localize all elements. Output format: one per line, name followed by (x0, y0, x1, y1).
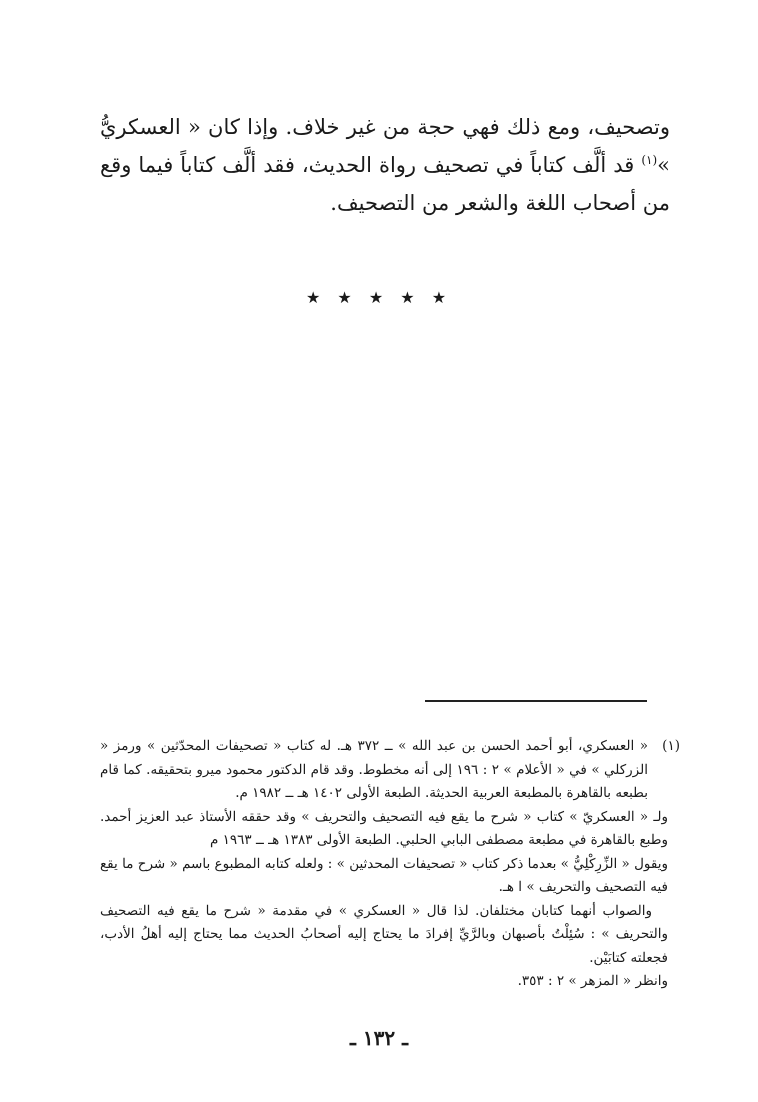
footnote-divider (425, 700, 647, 702)
footnote-5: وانظر « المزهر » ٢ : ٣٥٣. (517, 973, 668, 989)
body-text-start: وتصحيف، ومع ذلك فهي حجة من غير خلاف. وإذا كان « العسكريُّ » (100, 115, 670, 177)
footnote-1-text: « العسكري، أبو أحمد الحسن بن عبد الله » ــ ٣٧٢ هـ. له كتاب « تصحيفات المحدّثين » ورمز « الزركلي » في « الأعلام » ٢ : ١٩٦ إلى أنه مخطوط. وقد قام الدكتور محمود ميرو بتحقيقه. كما قام بطبعه بالقاهرة بالمطبعة العربية الحديثة. الطبعة الأولى ١٤٠٢ هـ ــ ١٩٨٢ م. (100, 738, 649, 801)
body-paragraph (100, 108, 670, 222)
footnote-reference: (١) (641, 153, 658, 167)
footnote-2: ولـ « العسكريّ » كتاب « شرح ما يقع فيه التصحيف والتحريف » وقد حققه الأستاذ عبد العزيز أحمد. وطبع بالقاهرة في مطبعة مصطفى البابي الحلبي. الطبعة الأولى ١٣٨٣ هـ ــ ١٩٦٣ م (100, 808, 668, 848)
body-text-continuation: قد ألَّف كتاباً في تصحيف رواة الحديث، فقد ألَّف كتاباً فيما وقع من أصحاب اللغة والشعر من التصحيف. (100, 153, 670, 215)
footnote-number: (١) (662, 738, 680, 754)
footnote-3: ويقول « الزِّرِكْلِيُّ » بعدما ذكر كتاب « تصحيفات المحدثين » : ولعله كتابه المطبوع باسم « شرح ما يقع فيه التصحيف والتحريف » ا هـ. (100, 855, 668, 895)
footnotes (100, 735, 680, 994)
footnote-4: والصواب أنهما كتابان مختلفان. لذا قال « العسكري » في مقدمة « شرح ما يقع فيه التصحيف والتحريف » : سُئِلْتُ بأصبهان وبالرَّيِّ إفرادَ ما يحتاج إليه أصحابُ الحديث مما يحتاج إليه أهلُ الأدب، فجعلته كتابَيْن. (100, 902, 668, 966)
page-number: ـ ١٣٢ ـ (350, 1026, 408, 1050)
section-separator: ★ ★ ★ ★ ★ (305, 288, 453, 307)
main-paragraph (100, 108, 670, 222)
footnote-1 (100, 735, 680, 806)
